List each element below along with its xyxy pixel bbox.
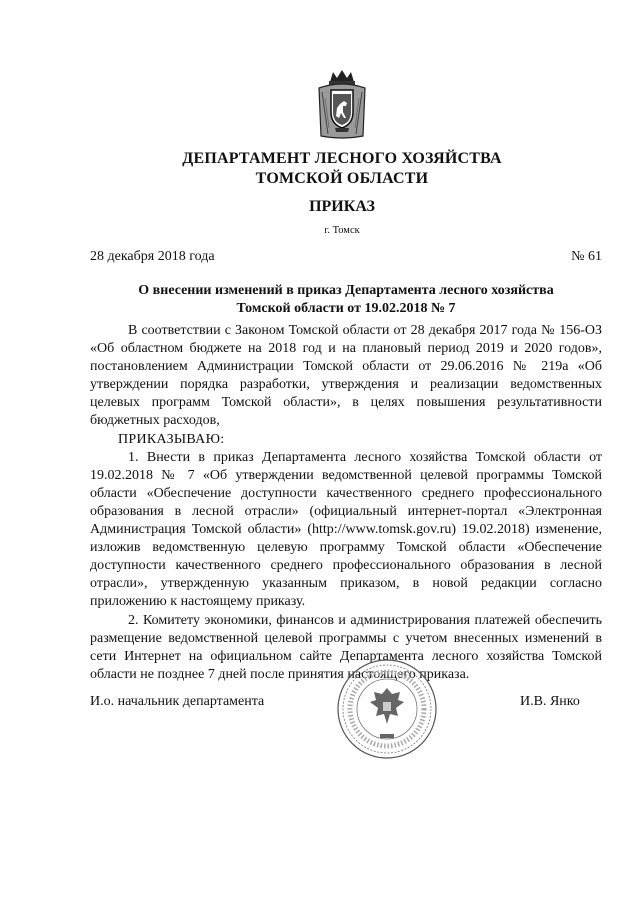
preamble-paragraph: В соответствии с Законом Томской области от 28 декабря 2017 года № 156-ОЗ «Об областном бюджете на 2018 год и на плановый период 2019 и 2020 годов», постановлением Администрации Томской области от 29.06.2016 № 219а «Об утверждении порядка разработки, утверждения и реализации ведомственных целевых программ Томской области», в целях повышения результативности бюджетных расходов,: [90, 323, 602, 429]
document-date: 28 декабря 2018 года: [90, 249, 215, 264]
document-city: г. Томск: [324, 225, 360, 236]
organization-name-line1: ДЕПАРТАМЕНТ ЛЕСНОГО ХОЗЯЙСТВА: [182, 150, 502, 167]
signatory-name: И.В. Янко: [520, 694, 580, 709]
document-subject: [90, 282, 602, 318]
subject-line2: Томской области от 19.02.2018 № 7: [236, 301, 456, 316]
subject-line1: О внесении изменений в приказ Департамента лесного хозяйства: [138, 283, 554, 298]
signatory-position: И.о. начальник департамента: [90, 694, 265, 709]
document-number: № 61: [571, 249, 602, 264]
order-word: ПРИКАЗЫВАЮ:: [118, 431, 225, 447]
official-seal-icon: [336, 658, 438, 760]
order-item-1: 1. Внести в приказ Департамента лесного хозяйства Томской области от 19.02.2018 № 7 «Об утверждении ведомственной целевой программы Томской области «Обеспечение доступности качественного среднего профессионального образования в лесной отрасли» (официальный интернет-портал «Электронная Администрация Томской области» (http://www.tomsk.gov.ru) 19.02.2018) изменение, изложив ведомственную целевую программу Томской области «Обеспечение доступности качественного среднего профессионального образования в лесной отрасли», утвержденную указанным приказом, в новой редакции согласно приложению к настоящему приказу.: [90, 449, 602, 610]
order-item-2: 2. Комитету экономики, финансов и администрирования платежей обеспечить размещение ведомственной целевой программы с учетом внесенных изменений в сети Интернет на официальном сайте Департамента лесного хозяйства Томской области не позднее 7 дней после принятия настоящего приказа.: [90, 612, 602, 682]
document-type-title: ПРИКАЗ: [309, 198, 375, 215]
organization-name-line2: ТОМСКОЙ ОБЛАСТИ: [255, 170, 429, 187]
coat-of-arms-icon: [313, 68, 371, 144]
document-body: [90, 322, 602, 684]
